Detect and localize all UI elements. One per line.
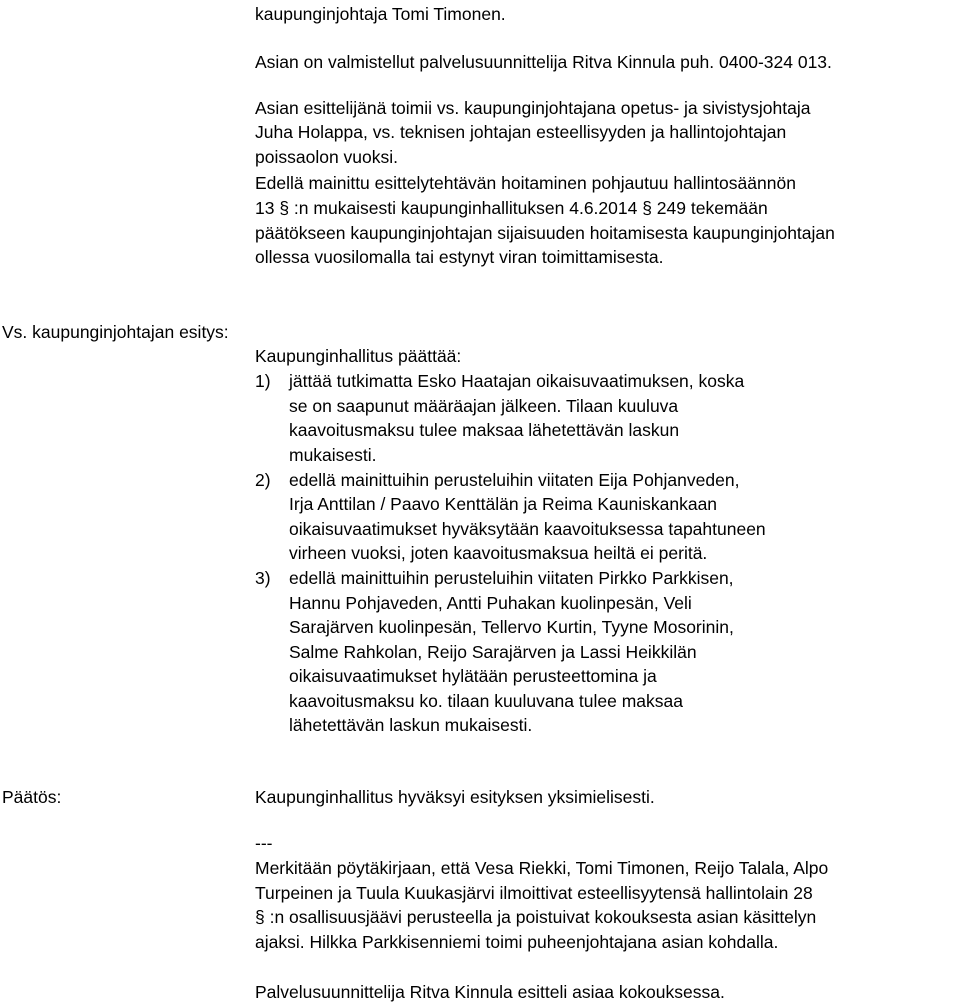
separator: --- (255, 833, 273, 853)
item-number: 1) (255, 371, 271, 391)
note-line: § :n osallisuusjäävi perusteella ja poistuivat kokouksesta asian käsittelyn (255, 907, 817, 927)
note-line: Turpeinen ja Tuula Kuukasjärvi ilmoittivat esteellisyytensä hallintolain 28 (255, 883, 813, 903)
note-line: Merkitään pöytäkirjaan, että Vesa Riekki, Tomi Timonen, Reijo Talala, Alpo (255, 858, 829, 878)
presenter-text-line: Edellä mainittu esittelytehtävän hoitaminen pohjautuu hallintosäännön (255, 173, 796, 193)
note-line: ajaksi. Hilkka Parkkisenniemi toimi puheenjohtajana asian kohdalla. (255, 932, 779, 952)
closing-text: Palvelusuunnittelija Ritva Kinnula esitteli asiaa kokouksessa. (255, 982, 725, 1002)
item-line: Hannu Pohjaveden, Antti Puhakan kuolinpesän, Veli (289, 593, 692, 613)
item-line: Sarajärven kuolinpesän, Tellervo Kurtin, Tyyne Mosorinin, (289, 617, 734, 637)
item-line: edellä mainittuihin perusteluihin viitaten Pirkko Parkkisen, (289, 568, 734, 588)
preparer-text: Asian on valmistellut palvelusuunnittelija Ritva Kinnula puh. 0400-324 013. (255, 52, 832, 72)
presenter-text-line: Asian esittelijänä toimii vs. kaupunginjohtajana opetus- ja sivistysjohtaja (255, 98, 811, 118)
presenter-text-line: poissaolon vuoksi. (255, 147, 398, 167)
decision-label: Päätös: (2, 787, 62, 807)
intro-text: kaupunginjohtaja Tomi Timonen. (255, 4, 506, 24)
item-line: oikaisuvaatimukset hyväksytään kaavoituksessa tapahtuneen (289, 519, 766, 539)
proposal-lead: Kaupunginhallitus päättää: (255, 346, 462, 366)
item-line: kaavoitusmaksu tulee maksaa lähetettävän laskun (289, 420, 680, 440)
item-line: kaavoitusmaksu ko. tilaan kuuluvana tulee maksaa (289, 691, 683, 711)
item-line: lähetettävän laskun mukaisesti. (289, 715, 533, 735)
item-line: oikaisuvaatimukset hylätään perusteettomina ja (289, 666, 657, 686)
item-number: 2) (255, 470, 271, 490)
item-line: Irja Anttilan / Paavo Kenttälän ja Reima Kauniskankaan (289, 494, 718, 514)
item-line: Salme Rahkolan, Reijo Sarajärven ja Lassi Heikkilän (289, 642, 697, 662)
item-line: mukaisesti. (289, 445, 377, 465)
presenter-text-line: Juha Holappa, vs. teknisen johtajan esteellisyyden ja hallintojohtajan (255, 122, 787, 142)
item-line: edellä mainittuihin perusteluihin viitaten Eija Pohjanveden, (289, 470, 740, 490)
decision-text: Kaupunginhallitus hyväksyi esityksen yksimielisesti. (255, 787, 655, 807)
item-line: virheen vuoksi, joten kaavoitusmaksua heiltä ei peritä. (289, 543, 708, 563)
item-line: jättää tutkimatta Esko Haatajan oikaisuvaatimuksen, koska (289, 371, 745, 391)
presenter-text-line: päätökseen kaupunginjohtajan sijaisuuden hoitamisesta kaupunginjohtajan (255, 223, 835, 243)
presenter-text-line: 13 § :n mukaisesti kaupunginhallituksen 4.6.2014 § 249 tekemään (255, 198, 768, 218)
item-line: se on saapunut määräajan jälkeen. Tilaan kuuluva (289, 396, 679, 416)
proposal-heading: Vs. kaupunginjohtajan esitys: (2, 322, 229, 342)
presenter-text-line: ollessa vuosilomalla tai estynyt viran toimittamisesta. (255, 247, 664, 267)
item-number: 3) (255, 568, 271, 588)
